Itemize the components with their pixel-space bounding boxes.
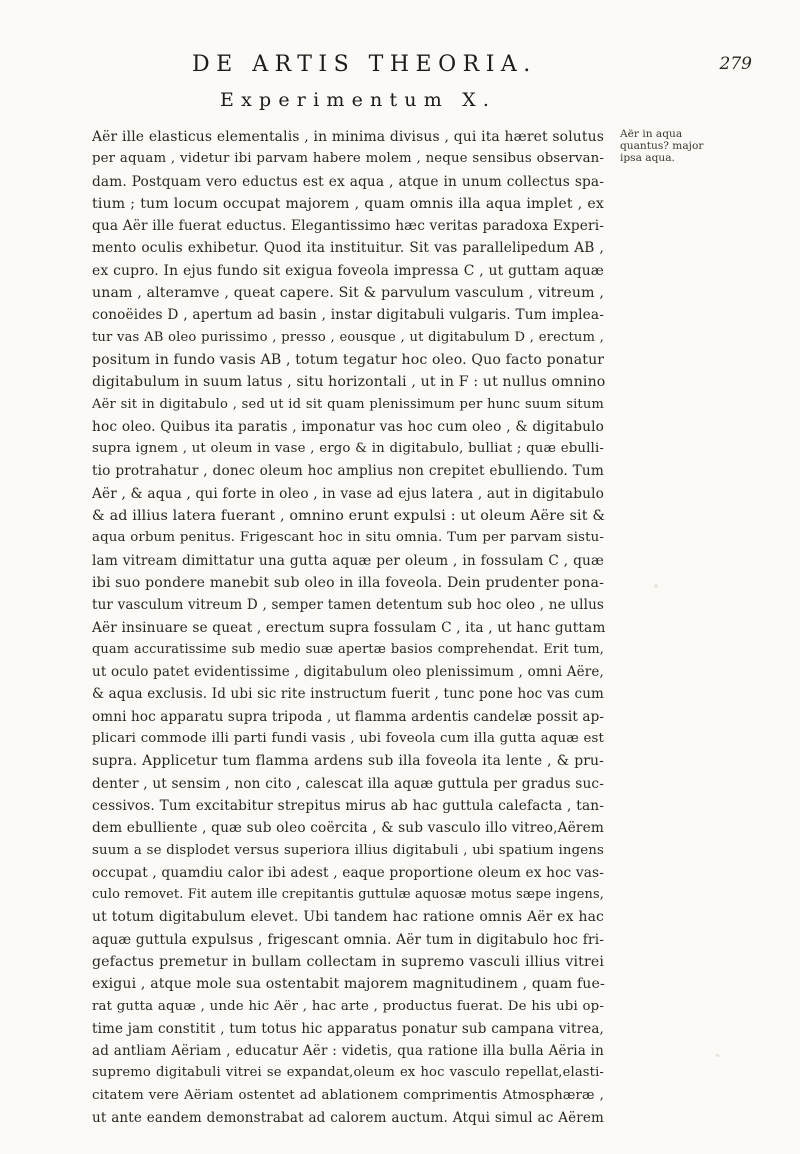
text-line: tio protrahatur , donec oleum hoc amplius non crepitet ebulliendo. Tum (92, 463, 604, 480)
text-line: omni hoc apparatu supra tripoda , ut flamma ardentis candelæ possit ap- (92, 708, 605, 725)
ink-speck (715, 1054, 720, 1057)
text-line: rat gutta aquæ , unde hic Aër , hac arte , productus fuerat. De his ubi op- (92, 998, 604, 1014)
text-line: ex cupro. In ejus fundo sit exigua foveola impressa C , ut guttam aquæ (92, 262, 604, 279)
text-line: gefactus premetur in bullam collectam in supremo vasculi illius vitrei (92, 953, 604, 970)
text-line: Aër insinuare se queat , erectum supra fossulam C , ita , ut hanc guttam (92, 619, 606, 636)
text-line: hoc oleo. Quibus ita paratis , imponatur vas hoc cum oleo , & digitabulo (92, 418, 604, 435)
text-line: suum a se displodet versus superiora illius digitabuli , ubi spatium ingens (92, 842, 604, 858)
text-line: aqua orbum penitus. Frigescant hoc in situ omnia. Tum per parvam sistu- (92, 530, 604, 546)
text-line: mento oculis exhibetur. Quod ita instituitur. Sit vas parallelipedum AB , (92, 240, 604, 257)
text-line: per aquam , videtur ibi parvam habere molem , neque sensibus observan- (92, 151, 604, 167)
text-line: conoëides D , apertum ad basin , instar digitabuli vulgaris. Tum implea- (92, 307, 604, 324)
text-line: ut ante eandem demonstrabat ad calorem auctum. Atqui simul ac Aërem (92, 1110, 604, 1127)
section-title: Experimentum X. (220, 89, 497, 111)
text-line: culo removet. Fit autem ille crepitantis guttulæ aquosæ motus sæpe ingens, (92, 887, 604, 903)
text-line: tur vas AB oleo purissimo , presso , eousque , ut digitabulum D , erectum , (92, 329, 604, 345)
margin-note-line: Aër in aqua (620, 128, 683, 140)
margin-note-line: quantus? major (620, 140, 704, 153)
text-line: supremo digitabuli vitrei se expandat,oleum ex hoc vasculo repellat,elasti- (92, 1065, 604, 1081)
text-line: citatem vere Aëriam ostentet ad ablationem comprimentis Atmosphæræ , (92, 1087, 604, 1103)
text-line: dam. Postquam vero eductus est ex aqua , atque in unum collectus spa- (92, 173, 604, 190)
text-line: unam , alteramve , queat capere. Sit & parvulum vasculum , vitreum , (92, 285, 604, 302)
text-line: supra. Applicetur tum flamma ardens sub illa foveola ita lente , & pru- (92, 753, 604, 770)
text-line: occupat , quamdiu calor ibi adest , eaque proportione oleum ex hoc vas- (92, 864, 604, 881)
running-title: DE ARTIS THEORIA. (192, 52, 537, 77)
ink-speck (654, 584, 658, 588)
text-line: ad antliam Aëriam , educatur Aër : videtis, qua ratione illa bulla Aëria in (92, 1043, 604, 1060)
text-line: Aër ille elasticus elementalis , in minima divisus , qui ita hæret solutus (92, 129, 604, 145)
margin-note (620, 128, 712, 165)
text-line: ut totum digitabulum elevet. Ubi tandem hac ratione omnis Aër ex hac (92, 909, 604, 926)
text-line: exigui , atque mole sua ostentabit majorem magnitudinem , quam fue- (92, 976, 605, 993)
page-number: 279 (719, 54, 752, 74)
text-line: plicari commode illi parti fundi vasis , ubi foveola cum illa gutta aquæ est (92, 731, 604, 747)
text-line: dem ebulliente , quæ sub oleo coërcita , & sub vasculo illo vitreo,Aërem (92, 820, 604, 837)
text-line: ut oculo patet evidentissime , digitabulum oleo plenissimum , omni Aëre, (92, 664, 604, 681)
text-line: supra ignem , ut oleum in vase , ergo & in digitabulo, bulliat ; quæ ebulli- (92, 441, 604, 457)
text-line: & aqua exclusis. Id ubi sic rite instructum fuerit , tunc pone hoc vas cum (92, 686, 604, 703)
text-line: cessivos. Tum excitabitur strepitus mirus ab hac guttula calefacta , tan- (92, 797, 604, 814)
text-line: positum in fundo vasis AB , totum tegatur hoc oleo. Quo facto ponatur (92, 351, 605, 368)
text-line: aquæ guttula expulsus , frigescant omnia. Aër tum in digitabulo hoc fri- (92, 931, 604, 948)
margin-note-line: ipsa aqua. (620, 152, 675, 165)
text-line: time jam constitit , tum totus hic apparatus ponatur sub campana vitrea, (92, 1020, 604, 1037)
text-line: digitabulum in suum latus , situ horizontali , ut in F : ut nullus omnino (92, 374, 606, 391)
running-head (192, 52, 752, 78)
text-line: quam accuratissime sub medio suæ apertæ basios comprehendat. Erit tum, (92, 641, 604, 657)
text-line: Aër , & aqua , qui forte in oleo , in vase ad ejus latera , aut in digitabulo (92, 485, 604, 502)
text-line: tium ; tum locum occupat majorem , quam omnis illa aqua implet , ex (92, 195, 604, 212)
body-text (92, 126, 604, 1129)
text-line: tur vasculum vitreum D , semper tamen detentum sub hoc oleo , ne ullus (92, 597, 604, 614)
text-line: ibi suo pondere manebit sub oleo in illa foveola. Dein prudenter pona- (92, 574, 604, 591)
text-line: denter , ut sensim , non cito , calescat illa aquæ guttula per gradus suc- (92, 775, 604, 792)
text-line: lam vitream dimittatur una gutta aquæ per oleum , in fossulam C , quæ (92, 552, 604, 569)
text-line: & ad illius latera fuerant , omnino erunt expulsi : ut oleum Aëre sit & (92, 508, 606, 525)
text-line: qua Aër ille fuerat eductus. Elegantissimo hæc veritas paradoxa Experi- (92, 218, 604, 235)
text-line: Aër sit in digitabulo , sed ut id sit quam plenissimum per hunc suum situm (92, 396, 604, 412)
